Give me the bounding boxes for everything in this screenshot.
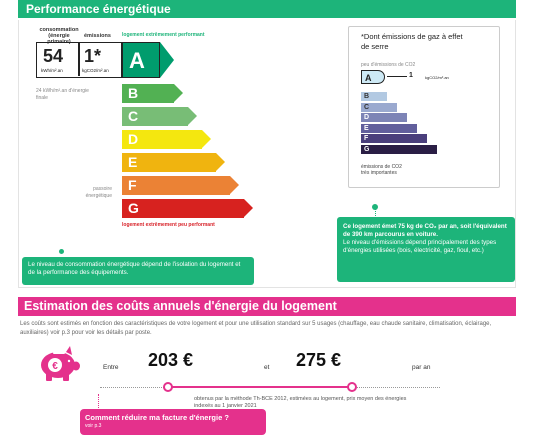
- emissions-unit: kgCO2/m².an: [82, 68, 109, 73]
- consumption-unit: kWh/m².an: [41, 68, 63, 73]
- ges-class-e: E: [361, 124, 417, 133]
- ges-title: *Dont émissions de gaz à effet de serre: [361, 32, 463, 51]
- ges-pointer-line: [387, 76, 407, 77]
- cost-et-label: et: [264, 364, 270, 371]
- reduce-bill-link[interactable]: [80, 409, 266, 435]
- cost-max-marker: [347, 382, 357, 392]
- ges-unit: kgCO2/m².an: [425, 75, 449, 80]
- ges-class-c: C: [361, 103, 397, 112]
- ges-class-d: D: [361, 113, 407, 122]
- cost-range-fill: [170, 386, 352, 388]
- cost-entre-label: Entre: [103, 364, 119, 371]
- energy-class-e: E: [122, 153, 216, 172]
- energy-callout: Le niveau de consommation énergétique dépend de l'isolation du logement et de la performance des équipements.: [22, 257, 254, 285]
- cost-min-marker: [163, 382, 173, 392]
- cost-min-value: 203 €: [148, 350, 194, 370]
- energy-header: Performance énergétique: [18, 0, 516, 18]
- energy-class-f: F: [122, 176, 230, 195]
- costs-header: Estimation des coûts annuels d'énergie du logement: [18, 297, 516, 316]
- ges-callout-dot: [372, 204, 378, 210]
- ges-class-f: F: [361, 134, 427, 143]
- energy-class-g: G: [122, 199, 244, 218]
- emissions-label: émissions: [84, 33, 111, 39]
- energy-class-c: C: [122, 107, 188, 126]
- ges-class-a: A: [361, 70, 385, 84]
- ges-top-label: peu d'émissions de CO2: [361, 62, 416, 68]
- reduce-callout-connector: [98, 394, 99, 408]
- consumption-value: 54: [43, 46, 64, 66]
- ges-class-b: B: [361, 92, 387, 101]
- passoire-label: passoire énergétique: [85, 186, 112, 199]
- ges-value: 1: [409, 72, 413, 79]
- reduce-bill-sub: voir p.3: [85, 423, 102, 429]
- energy-values-box: [36, 42, 122, 78]
- reduce-bill-title: Comment réduire ma facture d'énergie ?: [85, 413, 229, 422]
- cost-method-note: obtenus par la méthode Th-BCE 2012, estimées au logement, prix moyen des énergies indexés au 1 janvier 2021: [194, 396, 407, 409]
- emissions-value: 1*: [84, 46, 102, 66]
- ges-callout: [337, 217, 515, 282]
- costs-description: Les coûts sont estimés en fonction des caractéristiques de votre logement et pour une utilisation standard sur 5 usages (chauffage, eau chaude sanitaire, climatisation, éclairage, auxiliaires) voir p.3 pour voir les détails par poste.: [20, 321, 492, 336]
- consumption-label: consommation (énergie primaire): [39, 27, 79, 45]
- cost-max-value: 275 €: [296, 350, 342, 370]
- top-performance-label: logement extrêmement performant: [122, 32, 205, 38]
- ges-callout-text: Le niveau d'émissions dépend principalement des types d'énergies utilisées (bois, électricité, gaz, fioul, etc.): [343, 239, 497, 254]
- ges-callout-bold: Ce logement émet 75 kg de CO₂ par an, soit l'équivalent de 390 km parcourus en voiture.: [343, 223, 507, 238]
- final-energy-label: 24 kWh/m².an d'énergie finale: [36, 88, 89, 101]
- ges-class-g: G: [361, 145, 437, 154]
- cost-per-year-label: par an: [412, 364, 431, 371]
- ges-bottom-label: émissions de CO2 très importantes: [361, 164, 402, 176]
- bottom-performance-label: logement extrêmement peu performant: [122, 222, 215, 228]
- svg-text:€: €: [52, 361, 58, 372]
- energy-callout-dot: [59, 249, 64, 254]
- energy-class-a: A: [122, 42, 160, 78]
- energy-class-b: B: [122, 84, 174, 103]
- energy-class-d: D: [122, 130, 202, 149]
- piggy-bank-icon: [36, 340, 80, 384]
